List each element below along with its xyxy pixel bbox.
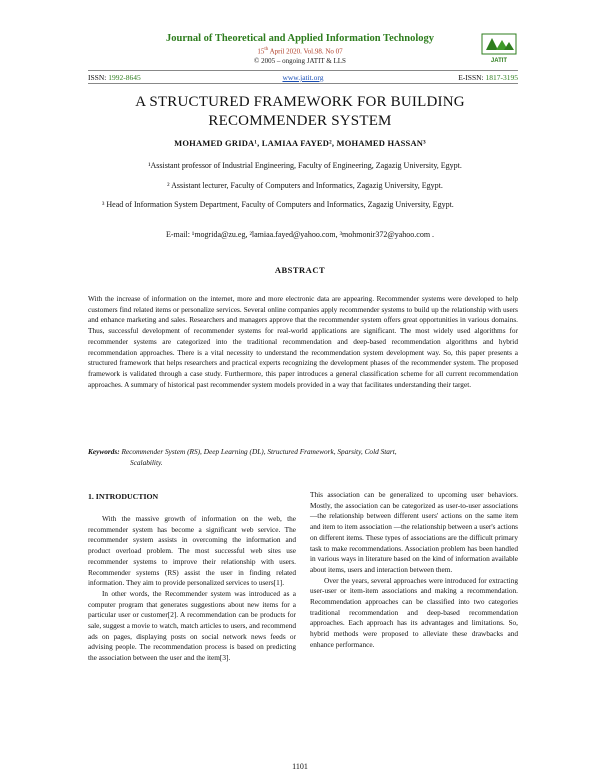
abstract-text: With the increase of information on the internet, more and more electronic data are appearing. Recommender systems were developed to help customers find related items or personalize services. Several online companies apply recommender systems to build up the relationship with users and enhance marketing and sales. Researchers and managers approve that the recommender system offers great opportunities in various domains. Thus, successful development of recommender systems for real-world applications are significant. The most widely used algorithms for recommender systems are categorized into the traditional recommendation and deep-based recommendation algorithms and hybrid recommendation approaches. There is a vital necessity to understand the recommendation system development way. So, this paper presents a structured framework that helps researchers and practical experts recognizing the development phases of the recommender system. The proposed framework is validated through a case study. Furthermore, this paper introduces a general classification scheme for all current recommendation approaches. A summary of historical past recommender system models provided in a way that facilitates understanding their target. xyxy=(88,294,518,389)
right-column xyxy=(310,490,518,651)
keywords-label: Keywords: xyxy=(88,447,120,456)
affiliation-1: ¹Assistant professor of Industrial Engineering, Faculty of Engineering, Zagazig University, Egypt. xyxy=(148,161,462,170)
jatit-logo xyxy=(478,30,520,66)
affiliation-2: ² Assistant lecturer, Faculty of Computers and Informatics, Zagazig University, Egypt. xyxy=(167,181,443,190)
issn: ISSN: 1992-8645 xyxy=(88,73,141,82)
authors: MOHAMED GRIDA¹, LAMIAA FAYED², MOHAMED HASSAN³ xyxy=(174,138,426,148)
paragraph: This association can be generalized to upcoming user behaviors. Mostly, the association can be categorized as user-to-user associations—the relationship between different users' actions on the same item and item to item association —the relationship between a user's actions on different items. These types of associations are the difficult primary task to make recommendations. Association problem has been handled in various ways in literature based on the kind of information available about items, users and interaction between them. xyxy=(310,490,519,574)
journal-title: Journal of Theoretical and Applied Information Technology xyxy=(166,33,434,44)
affiliation-3: ³ Head of Information System Department, Faculty of Computers and Informatics, Zagazig University, Egypt. xyxy=(102,200,454,209)
eissn: E-ISSN: 1817-3195 xyxy=(458,73,518,82)
header-rule-top xyxy=(88,70,518,71)
paragraph: In other words, the Recommender system was introduced as a computer program that generates suggestions about new items for a particular user or customer[2]. A recommendation can be products for sale, suggest a movie to watch, match articles to users, and recommend ads on pages, displaying posts on social network news feeds or advising people. The recommendation process is based on predicting the association between the user and the item[3]. xyxy=(88,588,296,663)
keywords: Keywords: Recommender System (RS), Deep Learning (DL), Structured Framework, Sparsity, Cold Start, Scalability. xyxy=(88,447,397,467)
emails: E-mail: ¹mogrida@zu.eg, ²lamiaa.fayed@yahoo.com, ³mohmonir372@yahoo.com . xyxy=(165,230,435,239)
header-rule-bottom xyxy=(88,83,518,84)
paper-title: A STRUCTURED FRAMEWORK FOR BUILDING RECOMMENDER SYSTEM xyxy=(135,94,465,129)
website-link[interactable]: www.jatit.org xyxy=(282,73,324,82)
paragraph: With the massive growth of information on the web, the recommender system has become a significant web service. The recommender system assists in overcoming the information and product overload problem. The most successful web sites use recommender systems to improve their relationship with users. Recommender systems (RS) assist the user in finding related information. They aim to provide personalized services to users[1]. xyxy=(88,514,296,588)
page-number: 1101 xyxy=(292,762,308,771)
copyright: © 2005 – ongoing JATIT & LLS xyxy=(254,57,346,65)
issue-line: 15th April 2020. Vol.98. No 07 xyxy=(257,47,343,56)
svg-text:JATIT: JATIT xyxy=(490,58,508,64)
paragraph: Over the years, several approaches were introduced for extracting user-user or item-item associations and making a recommendation. Recommendation approaches can be classified into two categories traditional recommendation and deep-based recommendation approaches. Each approach has its advantages and limitations. So, hybrid methods were proposed to alleviate these drawbacks and enhance performance. xyxy=(310,575,518,649)
section-heading-introduction: 1. INTRODUCTION xyxy=(88,492,159,501)
abstract-heading: ABSTRACT xyxy=(274,265,326,275)
left-column xyxy=(88,514,296,664)
